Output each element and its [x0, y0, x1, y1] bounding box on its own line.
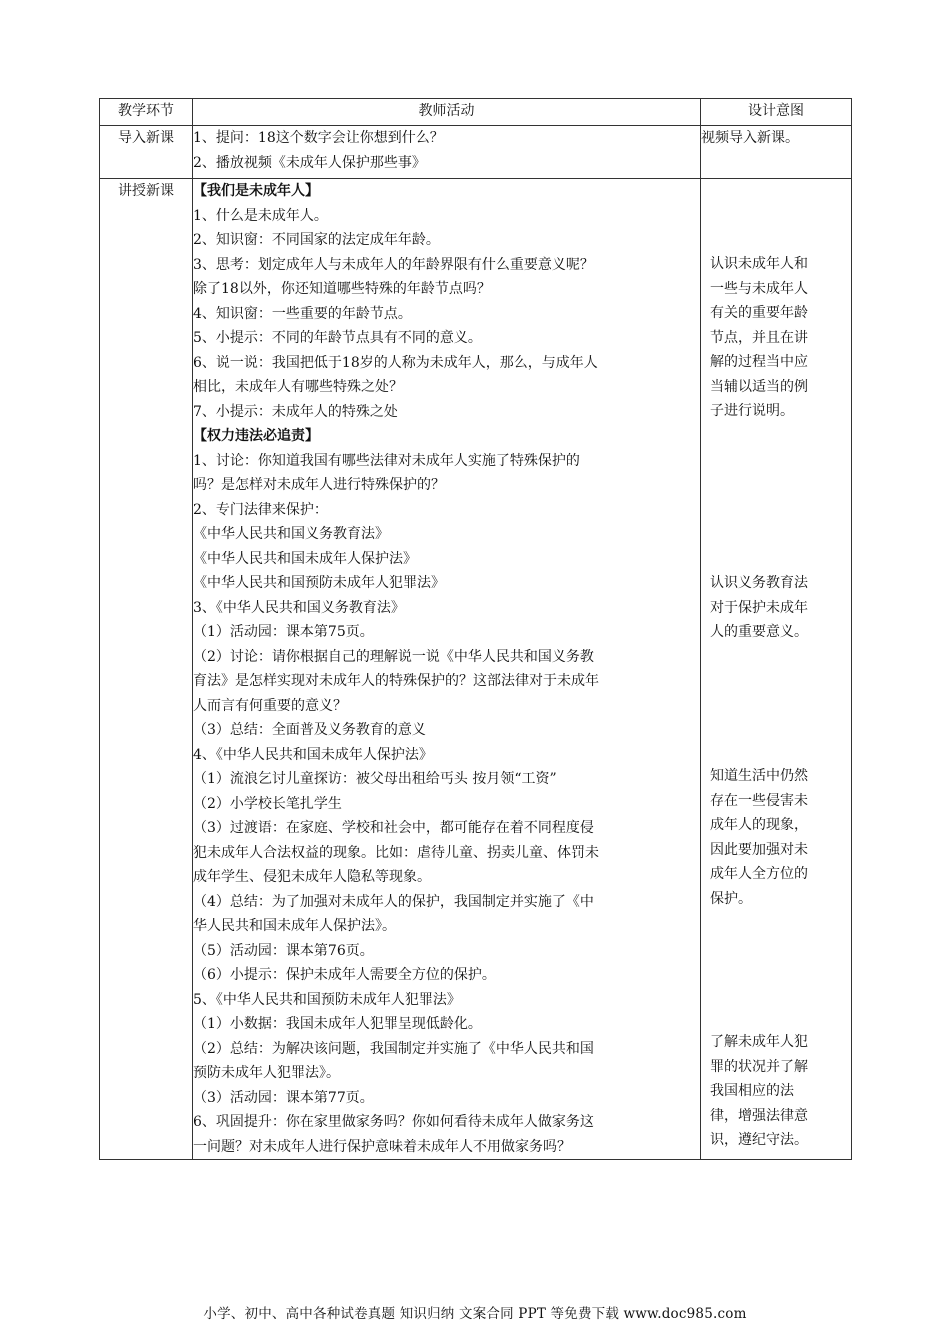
intent-line: 解的过程当中应: [710, 354, 808, 370]
intent-line: 律，增强法律意: [710, 1107, 808, 1124]
page-footer: 小学、初中、高中各种试卷真题 知识归纳 文案合同 PPT 等免费下载 www.doc985.com: [203, 1306, 747, 1322]
intent-line: 有关的重要年龄: [710, 305, 808, 321]
activity-line: 《中华人民共和国预防未成年人犯罪法》: [193, 575, 445, 591]
activity-line: 5、《中华人民共和国预防未成年人犯罪法》: [193, 991, 461, 1008]
activity-line: 一问题？对未成年人进行保护意味着未成年人不用做家务吗？: [193, 1138, 571, 1155]
activity-line: 成年学生、侵犯未成年人隐私等现象。: [193, 869, 431, 885]
intent-block: [710, 571, 847, 645]
activity-line: 2、知识窗：不同国家的法定成年年龄。: [193, 232, 440, 248]
activity-line: 1、讨论：你知道我国有哪些法律对未成年人实施了特殊保护的: [193, 452, 580, 469]
activity-line: （2）总结：为解决该问题，我国制定并实施了《中华人民共和国: [193, 1040, 594, 1057]
activity-line: 2、专门法律来保护：: [193, 501, 328, 518]
intent-line: 子进行说明。: [710, 403, 794, 419]
activity-line: （3）过渡语：在家庭、学校和社会中，都可能存在着不同程度侵: [193, 820, 594, 836]
activity-line: （3）总结：全面普及义务教育的意义: [193, 722, 426, 738]
intent-line: 认识义务教育法: [710, 575, 808, 591]
header-activity: 教师活动: [193, 99, 701, 126]
activity-line: 4、知识窗：一些重要的年龄节点。: [193, 305, 412, 322]
section-heading: 【我们是未成年人】: [193, 183, 319, 199]
activity-line: （4）总结：为了加强对未成年人的保护，我国制定并实施了《中: [193, 893, 594, 910]
table-row: [100, 126, 852, 179]
intent-line: 节点，并且在讲: [710, 329, 808, 346]
activity-line: （6）小提示：保护未成年人需要全方位的保护。: [193, 967, 496, 983]
section-heading: 【权力违法必追责】: [193, 428, 319, 444]
activity-line: （1）活动园：课本第75页。: [193, 624, 374, 640]
activity-line: （2）小学校长笔扎学生: [193, 795, 342, 812]
activity-cell: [193, 179, 701, 1160]
activity-line: 6、巩固提升：你在家里做家务吗？你如何看待未成年人做家务这: [193, 1114, 594, 1130]
activity-line: 华人民共和国未成年人保护法》。: [193, 918, 396, 934]
intent-line: 识，遵纪守法。: [710, 1132, 808, 1148]
header-stage: 教学环节: [100, 99, 193, 126]
activity-line: 人而言有何重要的意义？: [193, 697, 347, 714]
intent-line: 成年人全方位的: [710, 866, 808, 882]
activity-line: 犯未成年人合法权益的现象。比如：虐待儿童、拐卖儿童、体罚未: [193, 844, 599, 861]
intent-line: 知道生活中仍然: [710, 768, 808, 784]
intent-block: [710, 1030, 847, 1153]
intent-line: 存在一些侵害未: [710, 792, 808, 809]
intent-text: 视频导入新课。: [701, 130, 799, 146]
intent-block: [710, 764, 847, 911]
intent-line: 保护。: [710, 890, 752, 907]
activity-line: 吗？是怎样对未成年人进行特殊保护的？: [193, 477, 445, 493]
activity-line: 5、小提示：不同的年龄节点具有不同的意义。: [193, 330, 482, 346]
intent-line: 因此要加强对未: [710, 841, 808, 858]
activity-line: 6、说一说：我国把低于18岁的人称为未成年人，那么，与成年人: [193, 354, 598, 371]
intent-line: 对于保护未成年: [710, 599, 808, 616]
activity-line: 1、提问：18这个数字会让你想到什么？: [193, 130, 444, 146]
activity-line: （2）讨论：请你根据自己的理解说一说《中华人民共和国义务教: [193, 648, 594, 665]
intent-line: 认识未成年人和: [710, 256, 808, 272]
activity-line: 除了18以外，你还知道哪些特殊的年龄节点吗？: [193, 281, 491, 297]
activity-line: 相比，未成年人有哪些特殊之处？: [193, 379, 403, 395]
activity-line: 《中华人民共和国义务教育法》: [193, 526, 389, 542]
activity-cell: [193, 126, 701, 179]
header-intent: 设计意图: [701, 99, 852, 126]
table-header-row: [100, 99, 852, 126]
intent-line: 一些与未成年人: [710, 280, 808, 297]
activity-line: 7、小提示：未成年人的特殊之处: [193, 403, 398, 420]
stage-cell: 导入新课: [100, 126, 193, 179]
lesson-plan-table: [99, 98, 852, 1160]
intent-block: [710, 252, 847, 424]
activity-line: 预防未成年人犯罪法》。: [193, 1065, 340, 1081]
activity-line: （3）活动园：课本第77页。: [193, 1089, 374, 1106]
activity-line: 1、什么是未成年人。: [193, 207, 328, 224]
intent-line: 当辅以适当的例: [710, 378, 808, 395]
table-row: [100, 179, 852, 1160]
intent-cell: [701, 126, 852, 179]
intent-line: 了解未成年人犯: [710, 1034, 808, 1050]
stage-cell: 讲授新课: [100, 179, 193, 1160]
activity-line: （1）小数据：我国未成年人犯罪呈现低龄化。: [193, 1016, 482, 1032]
activity-line: 2、播放视频《未成年人保护那些事》: [193, 154, 426, 171]
intent-line: 我国相应的法: [710, 1083, 794, 1099]
activity-line: 《中华人民共和国未成年人保护法》: [193, 550, 417, 567]
activity-line: 育法》是怎样实现对未成年人的特殊保护的？这部法律对于未成年: [193, 673, 599, 689]
activity-line: （5）活动园：课本第76页。: [193, 942, 374, 959]
intent-line: 罪的状况并了解: [710, 1058, 808, 1075]
intent-line: 成年人的现象，: [710, 817, 808, 833]
activity-line: 3、思考：划定成年人与未成年人的年龄界限有什么重要意义呢？: [193, 256, 594, 273]
activity-line: 3、《中华人民共和国义务教育法》: [193, 599, 405, 616]
activity-line: 4、《中华人民共和国未成年人保护法》: [193, 746, 433, 763]
intent-line: 人的重要意义。: [710, 624, 808, 640]
intent-cell: [701, 179, 852, 1160]
activity-line: （1）流浪乞讨儿童探访：被父母出租给丐头 按月领“工资”: [193, 771, 557, 787]
